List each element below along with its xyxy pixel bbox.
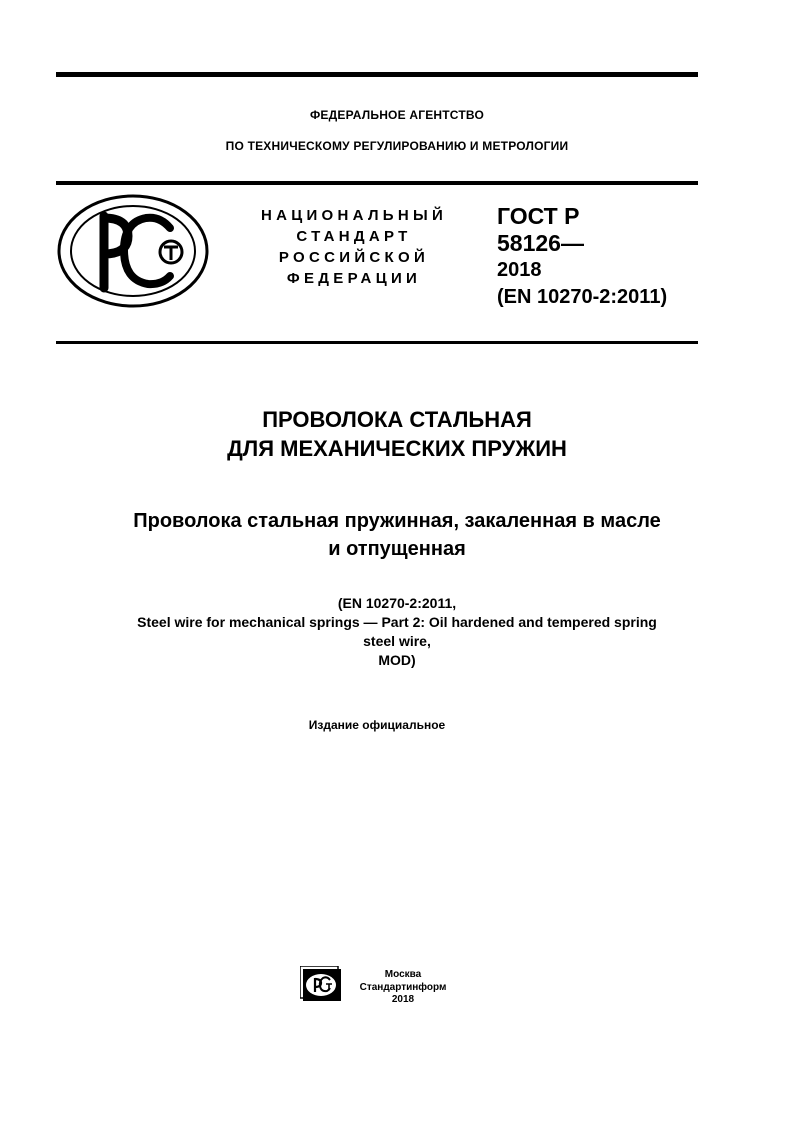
subtitle-line-2: и отпущенная bbox=[328, 538, 466, 560]
title-line-2: ДЛЯ МЕХАНИЧЕСКИХ ПРУЖИН bbox=[227, 436, 567, 461]
publisher-city: Москва bbox=[384, 969, 422, 980]
national-standard-label bbox=[240, 205, 468, 289]
top-rule bbox=[56, 72, 698, 77]
national-line-3: РОССИЙСКОЙ bbox=[278, 249, 430, 266]
publisher-name: Стандартинформ bbox=[359, 981, 447, 993]
en-line-3: steel wire, bbox=[363, 633, 431, 649]
header-rule bbox=[56, 181, 698, 185]
gost-line-4: (EN 10270-2:2011) bbox=[497, 286, 668, 308]
agency-line-1: ФЕДЕРАЛЬНОЕ АГЕНТСТВО bbox=[309, 108, 484, 122]
subtitle-line-1: Проволока стальная пружинная, закаленная в масле bbox=[133, 510, 661, 532]
standartinform-logo-icon bbox=[300, 966, 344, 1004]
national-line-1: НАЦИОНАЛЬНЫЙ bbox=[260, 207, 448, 224]
rst-logo-icon bbox=[56, 192, 210, 310]
document-subtitle bbox=[40, 507, 754, 563]
standard-rule bbox=[56, 341, 698, 344]
gost-designation bbox=[497, 203, 717, 311]
edition-label: Издание официальное bbox=[308, 718, 446, 732]
national-line-4: ФЕДЕРАЦИИ bbox=[286, 270, 422, 287]
publisher-year: 2018 bbox=[391, 994, 415, 1005]
document-title bbox=[0, 405, 794, 463]
gost-line-2: 58126— bbox=[497, 230, 584, 256]
en-line-2: Steel wire for mechanical springs — Part 2: Oil hardened and tempered spring bbox=[137, 614, 657, 630]
en-reference bbox=[60, 594, 734, 670]
title-line-1: ПРОВОЛОКА СТАЛЬНАЯ bbox=[262, 407, 532, 432]
en-line-1: (EN 10270-2:2011, bbox=[337, 595, 457, 611]
gost-line-3: 2018 bbox=[497, 259, 542, 281]
gost-line-1: ГОСТ Р bbox=[497, 203, 580, 229]
agency-line-2: ПО ТЕХНИЧЕСКОМУ РЕГУЛИРОВАНИЮ И МЕТРОЛОГИИ bbox=[225, 139, 569, 153]
en-line-4: MOD) bbox=[378, 652, 416, 668]
publisher-block bbox=[348, 969, 458, 1007]
national-line-2: СТАНДАРТ bbox=[296, 228, 412, 245]
